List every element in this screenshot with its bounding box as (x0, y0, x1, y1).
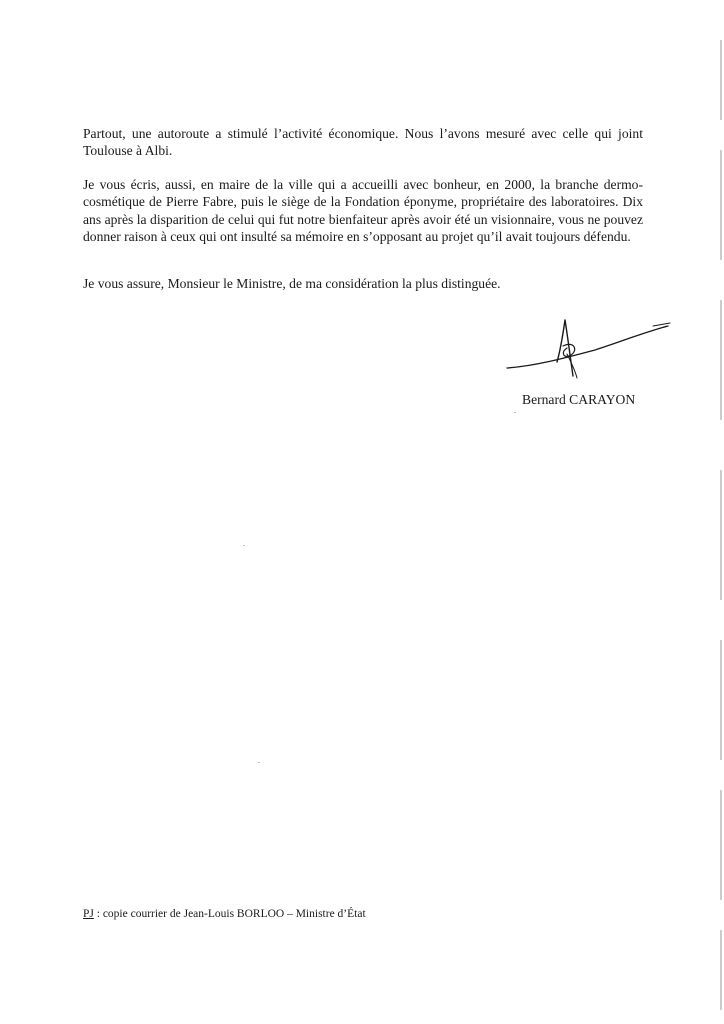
scan-edge-mark (718, 0, 724, 1024)
signatory-name: Bernard CARAYON (522, 392, 636, 407)
scan-speck (258, 762, 260, 763)
scan-speck (514, 412, 516, 413)
paragraph-pierre-fabre: Je vous écris, aussi, en maire de la ville qui a accueilli avec bonheur, en 2000, la branche dermo-cosmétique de Pierre Fabre, puis le siège de la Fondation éponyme, propriétaire des laboratoires. Dix ans après la disparition de celui qui fut notre bienfaiteur après avoir été un visionnaire, vous ne pouvez donner raison à ceux qui ont insulté sa mémoire en s’opposant au projet qu’il avait toujours défendu. (83, 177, 643, 244)
signature-drawing (505, 318, 675, 380)
paragraph-closing-formula: Je vous assure, Monsieur le Ministre, de ma considération la plus distinguée. (83, 276, 501, 291)
scan-speck (243, 545, 245, 546)
handwritten-signature (505, 318, 675, 380)
paragraph-autoroute: Partout, une autoroute a stimulé l’activité économique. Nous l’avons mesuré avec celle qui joint Toulouse à Albi. (83, 126, 643, 159)
enclosure-note (83, 908, 366, 920)
enclosure-label: PJ (83, 908, 94, 920)
enclosure-text: : copie courrier de Jean-Louis BORLOO – Ministre d’État (93, 908, 366, 920)
